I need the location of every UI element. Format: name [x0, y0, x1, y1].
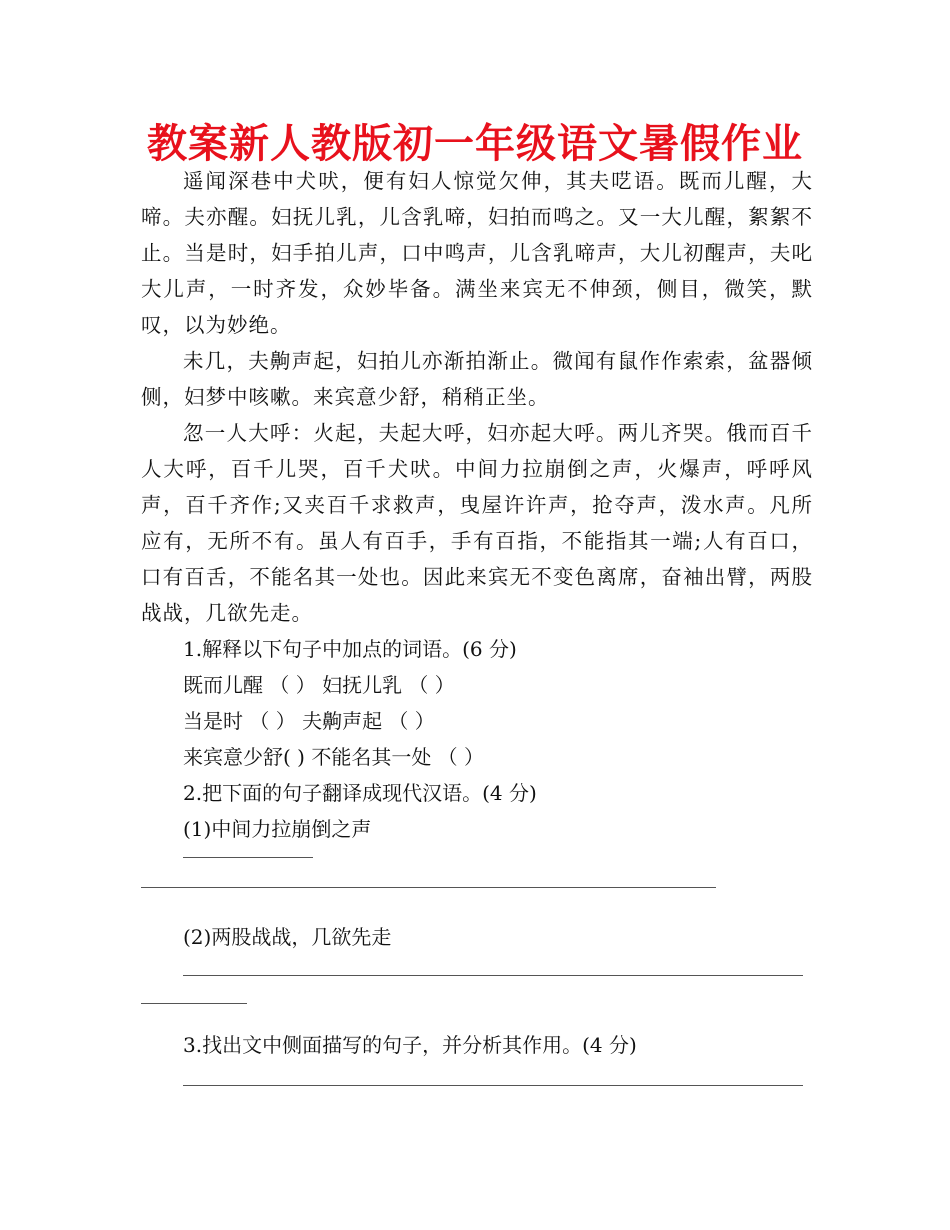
question-1-item-1: 既而儿醒 （ ） 妇抚儿乳 （ ）: [183, 673, 455, 697]
answer-blank-2-2-a: [141, 955, 813, 991]
question-3: 3.找出文中侧面描写的句子，并分析其作用。(4 分): [183, 1033, 637, 1057]
answer-line: [183, 975, 803, 976]
answer-line: [141, 887, 716, 888]
question-2: 2.把下面的句子翻译成现代汉语。(4 分): [183, 781, 537, 805]
answer-line: [183, 1085, 803, 1086]
answer-line: [183, 857, 313, 858]
question-1-item-2: 当是时 （ ） 夫齁声起 （ ）: [183, 709, 435, 733]
passage-paragraph-2: 未几，夫齁声起，妇拍儿亦渐拍渐止。微闻有鼠作作索索，盆器倾侧，妇梦中咳嗽。来宾意少舒，稍稍正坐。: [141, 349, 813, 409]
answer-blank-2-2-b: [141, 991, 813, 1027]
document-body: [141, 163, 813, 1099]
passage-paragraph-3: 忽一人大呼：火起，夫起大呼，妇亦起大呼。两儿齐哭。俄而百千人大呼，百千儿哭，百千犬吠。中间力拉崩倒之声，火爆声，呼呼风声，百千齐作;又夹百千求救声，曳屋许许声，抢夺声，泼水声。凡所应有，无所不有。虽人有百手，手有百指，不能指其一端;人有百口，口有百舌，不能名其一处也。因此来宾无不变色离席，奋袖出臂，两股战战，几欲先走。: [141, 421, 813, 625]
question-2-part-2: (2)两股战战，几欲先走: [183, 925, 392, 949]
passage-paragraph-1: 遥闻深巷中犬吠，便有妇人惊觉欠伸，其夫呓语。既而儿醒，大啼。夫亦醒。妇抚儿乳，儿含乳啼，妇拍而鸣之。又一大儿醒，絮絮不止。当是时，妇手拍儿声，口中鸣声，儿含乳啼声，大儿初醒声，夫叱大儿声，一时齐发，众妙毕备。满坐来宾无不伸颈，侧目，微笑，默叹，以为妙绝。: [141, 169, 813, 337]
question-1: 1.解释以下句子中加点的词语。(6 分): [183, 637, 517, 661]
answer-blank-2-1-a: [141, 847, 813, 883]
question-2-part-1: (1)中间力拉崩倒之声: [183, 817, 372, 841]
answer-blank-3: [141, 1063, 813, 1099]
answer-line: [141, 1003, 247, 1004]
answer-blank-2-1-b: [141, 883, 813, 919]
question-1-item-3: 来宾意少舒( ) 不能名其一处 （ ）: [183, 745, 485, 769]
document-title: 教案新人教版初一年级语文暑假作业: [147, 121, 803, 167]
